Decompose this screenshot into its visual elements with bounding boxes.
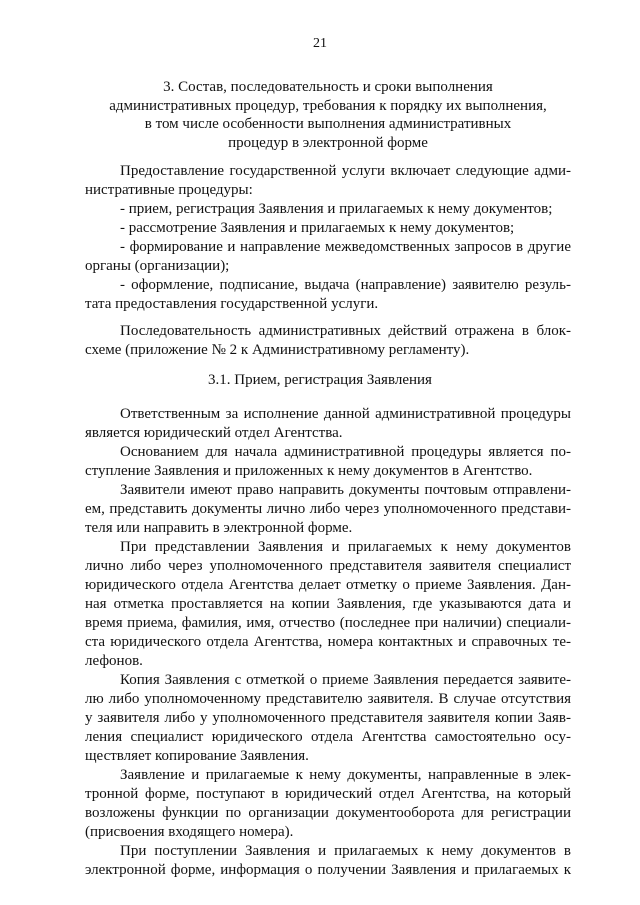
section-title-line: административных процедур, требования к порядку их выполнения, xyxy=(109,97,547,114)
text-line: тронной форме, поступают в юридический отдел Агентства, на который xyxy=(85,786,571,802)
sequence-paragraph xyxy=(85,322,571,360)
list-item: - формирование и направление межведомственных запросов в другие xyxy=(120,239,571,255)
text-line: лю либо уполномоченному представителю заявителя. В случае отсутствия xyxy=(85,691,571,707)
text-line: является юридический отдел Агентства. xyxy=(85,425,343,441)
text-line: (присвоения входящего номера). xyxy=(85,824,294,840)
subsection-title: 3.1. Прием, регистрация Заявления xyxy=(208,372,432,388)
text-line: схеме (приложение № 2 к Административному регламенту). xyxy=(85,342,470,358)
text-line: Основанием для начала административной процедуры является по- xyxy=(120,444,571,460)
text-line: время приема, фамилия, имя, отчество (последнее при наличии) специали- xyxy=(85,615,571,631)
body-text xyxy=(85,405,571,880)
text-line: ем, представить документы лично либо через уполномоченного представи- xyxy=(85,501,571,517)
text-line: Копия Заявления с отметкой о приеме Заявления передается заявите- xyxy=(120,672,571,688)
text-line: Ответственным за исполнение данной административной процедуры xyxy=(120,406,571,422)
text-line: юридического отдела Агентства делает отметку о приеме Заявления. Дан- xyxy=(85,577,571,593)
text-line: Заявление и прилагаемые к нему документы, направленные в элек- xyxy=(120,767,571,783)
page-number: 21 xyxy=(313,36,327,51)
list-item: - прием, регистрация Заявления и прилагаемых к нему документов; xyxy=(120,201,553,217)
text-line: При представлении Заявления и прилагаемых к нему документов xyxy=(120,539,571,555)
text-line: При поступлении Заявления и прилагаемых к нему документов в xyxy=(120,843,571,859)
text-line: возложены функции по организации документооборота для регистрации xyxy=(85,805,571,821)
text-line: лично либо через уполномоченного представителя заявителя специалист xyxy=(85,558,571,574)
list-item: - оформление, подписание, выдача (направление) заявителю резуль- xyxy=(120,277,571,293)
text-line: Предоставление государственной услуги включает следующие адми- xyxy=(120,163,571,179)
text-line: у заявителя либо у уполномоченного представителя заявителя копии Заяв- xyxy=(85,710,571,726)
section-title-line: процедур в электронной форме xyxy=(228,134,428,151)
section-title-line: в том числе особенности выполнения административных xyxy=(144,116,512,132)
text-line: ста юридического отдела Агентства, номера контактных и справочных те- xyxy=(85,634,571,650)
text-line: ная отметка проставляется на копии Заявления, где указываются дата и xyxy=(85,596,571,612)
text-line: органы (организации); xyxy=(85,258,230,274)
text-line: Последовательность административных действий отражена в блок- xyxy=(120,323,571,339)
text-line: электронной форме, информация о получении Заявления и прилагаемых к xyxy=(85,862,571,878)
text-line: тата предоставления государственной услуги. xyxy=(85,296,379,312)
text-line: ступление Заявления и приложенных к нему документов в Агентство. xyxy=(85,463,533,479)
text-line: лефонов. xyxy=(85,653,143,669)
text-line: ществляет копирование Заявления. xyxy=(85,748,309,764)
text-line: Заявители имеют право направить документы почтовым отправлени- xyxy=(120,482,571,498)
text-line: нистративные процедуры: xyxy=(85,182,253,198)
text-line: теля или направить в электронной форме. xyxy=(85,520,353,536)
text-line: ления специалист юридического отдела Агентства самостоятельно осу- xyxy=(85,729,571,745)
section-title xyxy=(85,78,571,152)
intro-paragraph xyxy=(85,162,571,314)
section-title-line: 3. Состав, последовательность и сроки выполнения xyxy=(163,79,493,95)
list-item: - рассмотрение Заявления и прилагаемых к нему документов; xyxy=(120,220,515,236)
